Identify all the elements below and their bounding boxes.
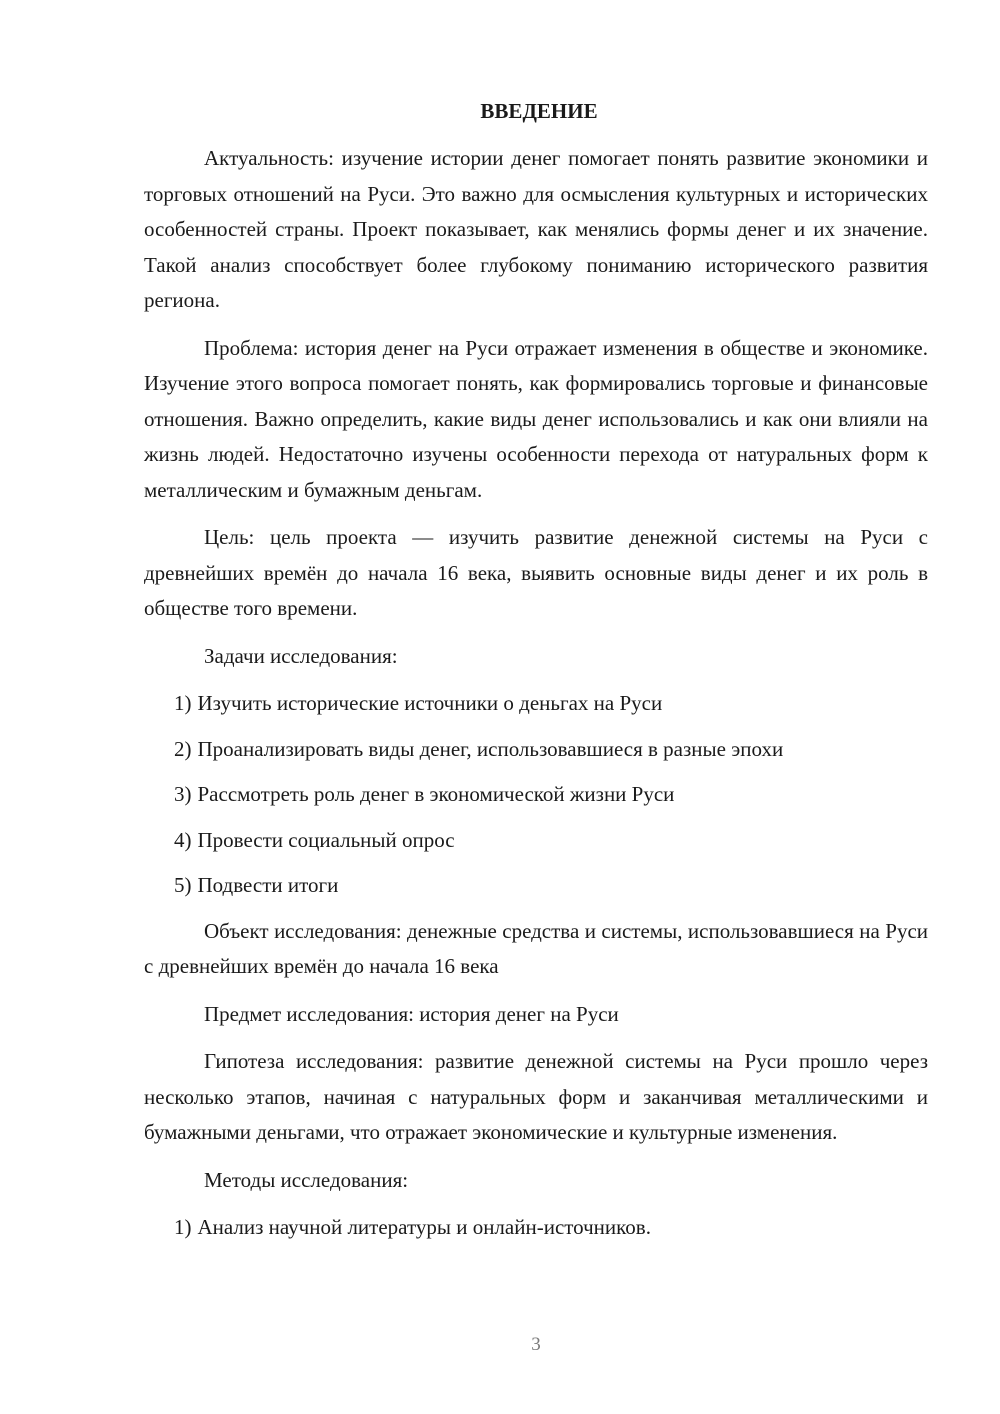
list-item [144,823,928,858]
list-item-text: Подвести итоги [197,873,339,897]
list-item-number: 4) [174,827,192,852]
methods-list [144,1210,928,1245]
tasks-title: Задачи исследования: [204,643,398,668]
list-item-text: Проанализировать виды денег, использовавшиеся в разные эпохи [197,736,784,761]
list-item [144,686,928,721]
list-item [144,868,928,903]
list-item-text: Рассмотреть роль денег в экономической жизни Руси [197,782,675,806]
list-item [144,1210,928,1245]
subject-paragraph: Предмет исследования: история денег на Руси [204,1001,619,1026]
section-heading: ВВЕДЕНИЕ [480,99,598,123]
problem-paragraph: Проблема: история денег на Руси отражает изменения в обществе и экономике. Изучение этого вопроса помогает понять, как формировались торговые и финансовые отношения. Важно определить, какие виды денег использовались и как они влияли на жизнь людей. Недостаточно изучены особенности перехода от натуральных форм к металлическим и бумажным деньгам. [144,335,928,502]
list-item [144,732,928,767]
list-item-number: 1) [174,691,192,715]
relevance-paragraph: Актуальность: изучение истории денег помогает понять развитие экономики и торговых отношений на Руси. Это важно для осмысления культурных и исторических особенностей страны. Проект показывает, как менялись формы денег и их значение. Такой анализ способствует более глубокому пониманию исторического развития региона. [144,146,928,312]
hypothesis-paragraph: Гипотеза исследования: развитие денежной системы на Руси прошло через несколько этапов, начиная с натуральных форм и заканчивая металлическими и бумажными деньгами, что отражает экономические и культурные изменения. [144,1049,928,1144]
list-item-number: 2) [174,736,192,761]
list-item [144,777,928,812]
goal-paragraph: Цель: цель проекта — изучить развитие денежной системы на Руси с древнейших времён до начала 16 века, выявить основные виды денег и их роль в обществе того времени. [144,525,928,620]
list-item-number: 5) [174,873,192,897]
page-number: 3 [531,1334,541,1355]
object-paragraph: Объект исследования: денежные средства и системы, использовавшиеся на Руси с древнейших времён до начала 16 века [144,918,928,978]
list-item-number: 3) [174,782,192,806]
list-item-text: Провести социальный опрос [197,827,455,852]
tasks-list [144,686,928,903]
list-item-text: Изучить исторические источники о деньгах на Руси [197,691,663,715]
page-content [144,94,928,1256]
list-item-number: 1) [174,1215,192,1239]
list-item-text: Анализ научной литературы и онлайн-источников. [197,1215,651,1239]
methods-title: Методы исследования: [204,1167,409,1192]
